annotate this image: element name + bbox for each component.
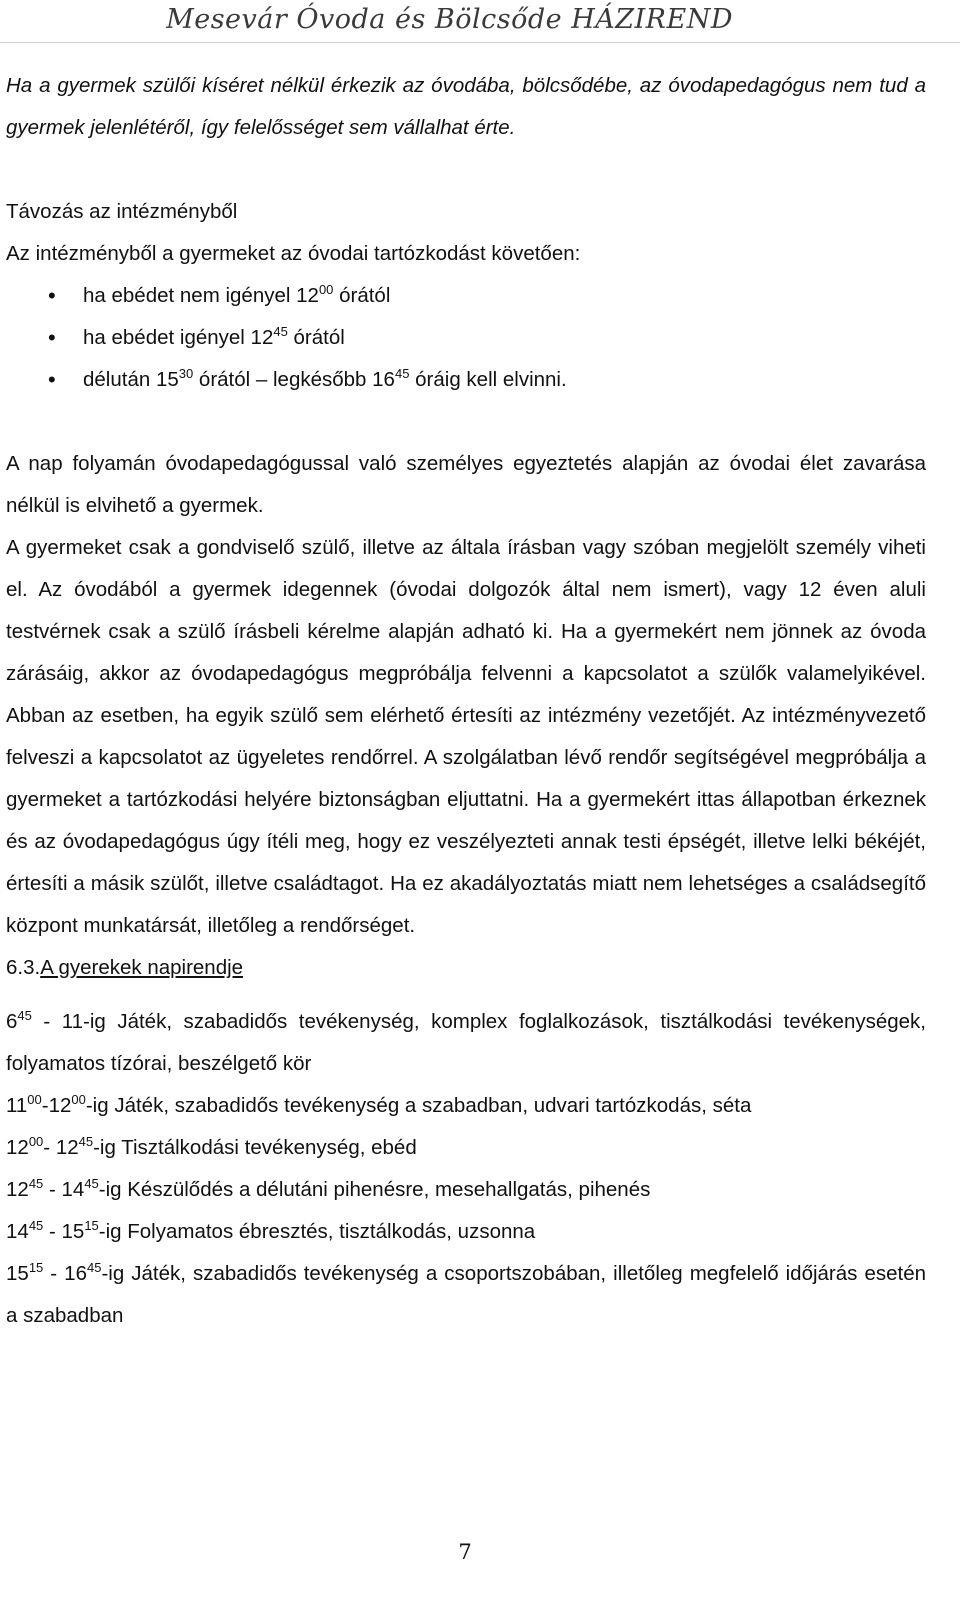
list-item: • ha ebédet igényel $12^{45}$ órától — [6, 317, 926, 359]
page-header-title: Mesevár Óvoda és Bölcsőde HÁZIREND — [166, 4, 733, 35]
list-item: • ha ebédet nem igényel $12^{00}$ órától — [6, 275, 926, 317]
schedule-row: $15^{15} - 16^{45}-ig$ Játék, szabadidős tevékenység a csoportszobában, illetőleg megfelelő időjárás esetén a szabadban — [6, 1260, 926, 1327]
schedule-heading: 6.3.A gyerekek napirendje — [6, 956, 244, 979]
schedule-row: $14^{45} - 15^{15}-ig$ Folyamatos ébresztés, tisztálkodás, uzsonna — [6, 1218, 536, 1243]
pickup-paragraph: A nap folyamán óvodapedagógussal való személyes egyeztetés alapján az óvodai élet zavarása nélkül is elvihető a gyermek. — [6, 452, 926, 517]
departure-heading: Távozás az intézményből — [6, 200, 238, 223]
schedule-row: $11^{00}-12^{00}-ig$ Játék, szabadidős tevékenység a szabadban, udvari tartózkodás, séta — [6, 1092, 752, 1117]
spacer — [6, 149, 926, 191]
spacer — [6, 401, 926, 443]
departure-time-list — [6, 275, 926, 401]
document-body — [6, 65, 926, 1337]
list-item: • délután $15^{30}$ órától – legkésőbb $16^{45}$ óráig kell elvinni. — [6, 359, 926, 401]
guardian-paragraph: A gyermeket csak a gondviselő szülő, illetve az általa írásban vagy szóban megjelölt személy viheti el. Az óvodából a gyermek idegennek (óvodai dolgozók által nem ismert), vagy 12 éven aluli testvérnek csak a szülő írásbeli kérelme alapján adható ki. Ha a gyermekért nem jönnek az óvoda zárásáig, akkor az óvodapedagógus megpróbálja felvenni a kapcsolatot a szülők valamelyikével. Abban az esetben, ha egyik szülő sem elérhető értesíti az intézmény vezetőjét. Az intézményvezető felveszi a kapcsolatot az ügyeletes rendőrrel. A szolgálatban lévő rendőr segítségével megpróbálja a gyermeket a tartózkodási helyére biztonságban eljuttatni. Ha a gyermekért ittas állapotban érkeznek és az óvodapedagógus úgy ítéli meg, hogy ez veszélyezteti annak testi épségét, illetve lelki békéjét, értesíti a másik szülőt, illetve családtagot. Ha ez akadályoztatás miatt nem lehetséges a családsegítő központ munkatársát, illetőleg a rendőrséget. — [6, 536, 926, 937]
schedule-row: $12^{45} - 14^{45}-ig$ Készülődés a délutáni pihenésre, mesehallgatás, pihenés — [6, 1176, 651, 1201]
page-number: 7 — [458, 1540, 472, 1564]
intro-paragraph: Ha a gyermek szülői kíséret nélkül érkezik az óvodába, bölcsődébe, az óvodapedagógus nem tud a gyermek jelenlétéről, így felelősséget sem vállalhat érte. — [6, 74, 926, 139]
spacer — [6, 989, 926, 1001]
schedule-row: $12^{00}-$ $12^{45}-ig$ Tisztálkodási tevékenység, ebéd — [6, 1134, 417, 1159]
header-divider — [0, 42, 960, 43]
schedule-row: $6^{45} - 11-ig$ Játék, szabadidős tevékenység, komplex foglalkozások, tisztálkodási tevékenységek, folyamatos tízórai, beszélgető kör — [6, 1008, 927, 1075]
departure-lead: Az intézményből a gyermeket az óvodai tartózkodást követően: — [6, 242, 581, 265]
